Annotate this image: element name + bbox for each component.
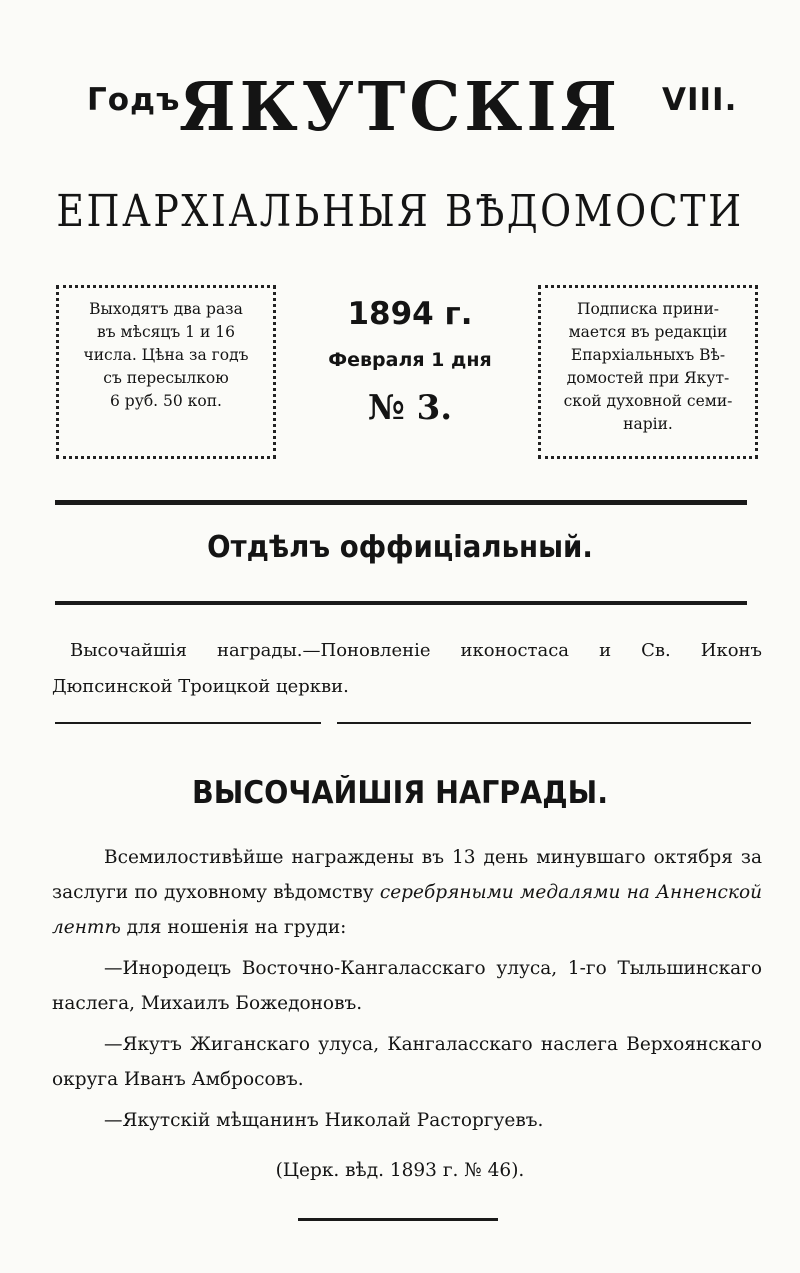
masthead-title: ЯКУТСКІЯ (179, 68, 621, 147)
issue-number: № 3. (367, 388, 453, 428)
source-citation: (Церк. вѣд. 1893 г. № 46). (275, 1160, 525, 1181)
article-body (52, 840, 762, 1138)
info-line: съ пересылкою (103, 369, 229, 387)
intro-text: Всемилостивѣйше награждены въ 13 день минувшаго октября за заслуги по духовному вѣдомству (52, 847, 762, 903)
divider-rule (337, 722, 751, 724)
masthead-subtitle: ЕПАРХІАЛЬНЫЯ ВѢДОМОСТИ (56, 186, 744, 237)
info-line: числа. Цѣна за годъ (83, 346, 249, 364)
issue-year: 1894 г. (347, 296, 473, 332)
divider-rule (55, 500, 747, 505)
award-recipient: —Инородецъ Восточно-Кангаласскаго улуса, 1-го Тыльшинскаго наслега, Михаилъ Божедоновъ. (52, 958, 762, 1014)
info-line: Подписка прини- (576, 300, 720, 318)
volume-label: VIII. (662, 82, 738, 118)
info-line: ской духовной семи- (563, 392, 733, 410)
info-line: 6 руб. 50 коп. (110, 392, 222, 410)
info-line: наріи. (623, 415, 673, 433)
publication-info-box (56, 285, 276, 459)
divider-rule (55, 722, 321, 724)
article-title: ВЫСОЧАЙШІЯ НАГРАДЫ. (191, 775, 609, 811)
intro-text-end: для ношенія на груди: (120, 917, 347, 938)
info-line: Епархіальныхъ Вѣ- (570, 346, 726, 364)
medal-description: серебряными медалями на Анненской лентѣ (52, 882, 762, 938)
issue-date: Февраля 1 дня (328, 349, 492, 371)
year-label: Годъ (87, 82, 181, 118)
divider-rule (55, 601, 747, 605)
info-line: Выходятъ два раза (89, 300, 243, 318)
subscription-info-box (538, 285, 758, 459)
info-line: домостей при Якут- (566, 369, 730, 387)
info-line: мается въ редакціи (568, 323, 728, 341)
table-of-contents: Высочайшія награды.—Поновленіе иконостаса и Св. Иконъ Дюпсинской Троицкой церкви. (52, 640, 762, 697)
award-recipient: —Якутскій мѣщанинъ Николай Расторгуевъ. (104, 1110, 544, 1131)
end-rule (298, 1218, 498, 1221)
article-intro (52, 840, 762, 945)
info-line: въ мѣсяцъ 1 и 16 (97, 323, 235, 341)
award-recipient: —Якутъ Жиганскаго улуса, Кангаласскаго наслега Верхоянскаго округа Иванъ Амбросовъ. (52, 1034, 762, 1090)
section-title: Отдѣлъ оффиціальный. (207, 530, 593, 565)
